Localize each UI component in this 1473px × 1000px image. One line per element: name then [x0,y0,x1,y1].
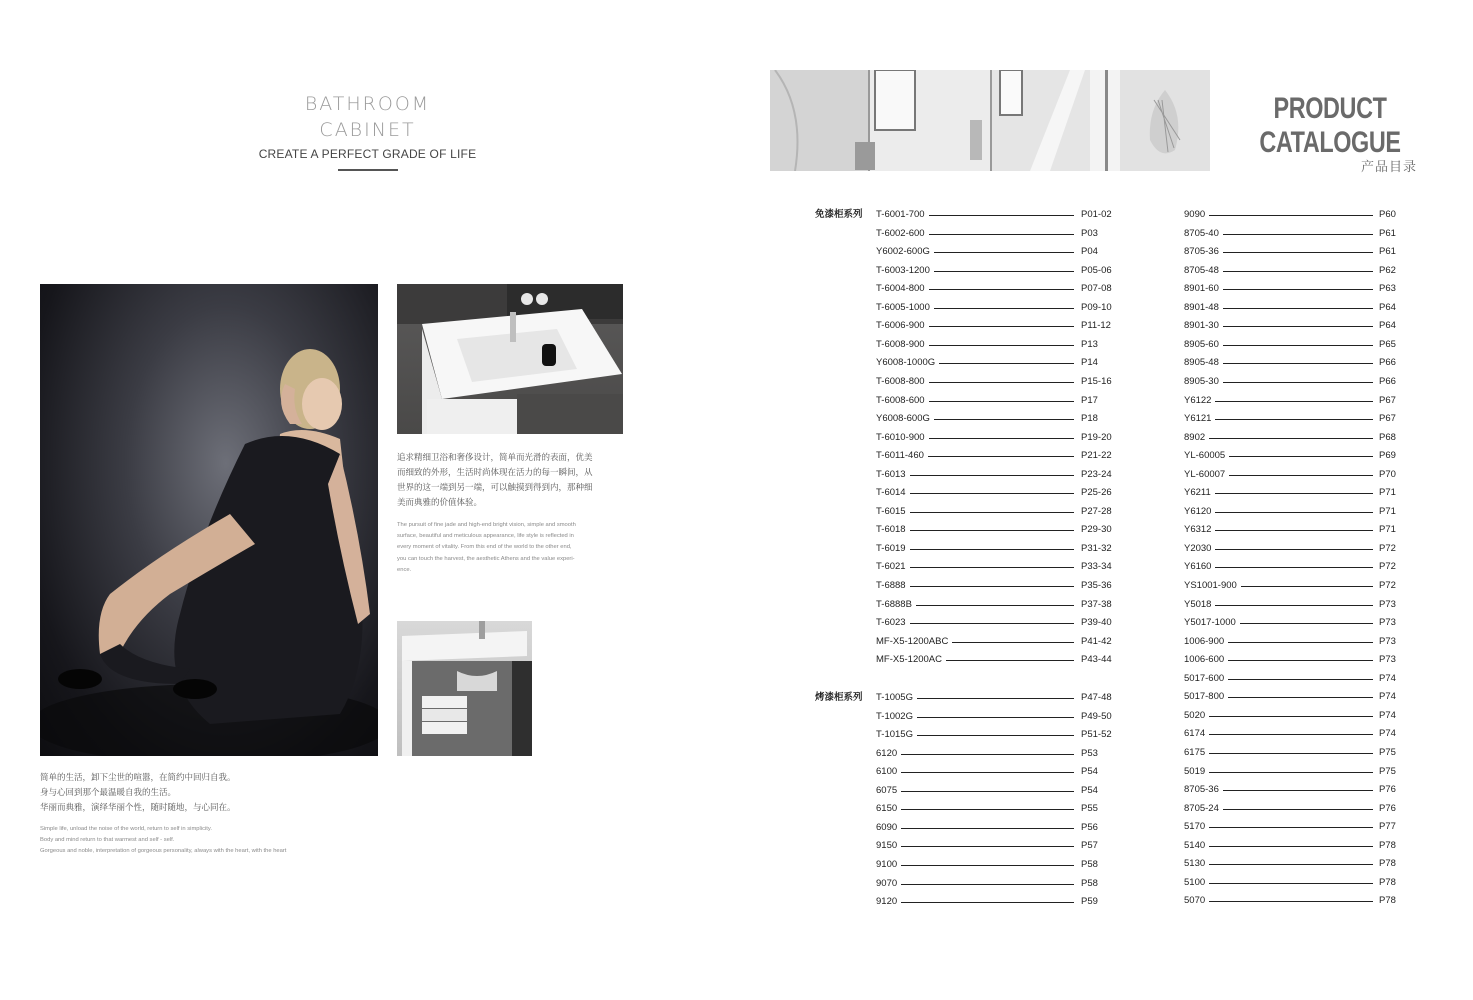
catalogue-row [1184,245,1419,259]
catalogue-row [1184,412,1419,426]
product-code: 5020 [1184,709,1209,723]
page-number: P57 [1081,840,1098,852]
product-code: YL-60005 [1184,449,1229,463]
catalogue-row [876,839,1121,853]
product-code: T-6008-600 [876,394,929,408]
product-code: 8705-48 [1184,264,1223,278]
caption-cn-line: 身与心回到那个最温暖自我的生活。 [40,788,177,798]
page-number: P13 [1081,338,1098,350]
sink-photo-top [397,284,623,434]
page-number: P43-44 [1081,654,1112,666]
page-number: P31-32 [1081,542,1112,554]
page-number: P71 [1379,524,1396,536]
page-number: P73 [1379,598,1396,610]
product-code: 6090 [876,821,901,835]
leader-line [1184,753,1373,754]
page-number: P59 [1081,896,1098,908]
catalogue-row [876,245,1121,259]
product-code: Y6008-600G [876,412,934,426]
catalogue-row [1184,375,1419,389]
intro-cn-line: 追求精细卫浴和奢侈设计，简单而光滑的表面，优美 [397,453,593,463]
catalogue-row [876,375,1121,389]
catalogue-row [876,579,1121,593]
product-code: Y6120 [1184,505,1215,519]
page-number: P75 [1379,765,1396,777]
page-number: P23-24 [1081,468,1112,480]
catalogue-row [876,505,1121,519]
catalogue-row [876,431,1121,445]
page-number: P35-36 [1081,580,1112,591]
product-code: 6100 [876,765,901,779]
sink-photo-bottom [397,621,532,756]
product-code: 8902 [1184,431,1209,445]
page-number: P69 [1379,450,1396,462]
page-number: P03 [1081,227,1098,239]
product-code: 9090 [1184,208,1209,222]
page-number: P78 [1379,895,1396,907]
catalogue-row [1184,338,1419,352]
page-number: P54 [1081,766,1098,778]
page-number: P74 [1379,728,1396,740]
catalogue-row [1184,542,1419,556]
product-code: 8705-24 [1184,802,1223,816]
intro-text-cn [397,451,625,511]
product-code: 8901-48 [1184,301,1223,315]
caption-text-cn [40,771,380,816]
catalogue-row [1184,709,1419,723]
catalogue-row [1184,356,1419,370]
catalogue-row [876,449,1121,463]
catalogue-row [876,523,1121,537]
page-number: P74 [1379,672,1396,684]
catalogue-row [876,784,1121,798]
catalogue-row [1184,505,1419,519]
catalogue-row [1184,449,1419,463]
catalogue-row [1184,820,1419,834]
product-code: 9100 [876,858,901,872]
product-code: 6175 [1184,746,1209,760]
catalogue-row [876,264,1121,278]
catalogue-row [1184,282,1419,296]
product-code: 5019 [1184,765,1209,779]
product-code: T-6008-900 [876,338,929,352]
product-code: 5070 [1184,894,1209,908]
intro-en-line: surface, beautiful and meticulous appearance, life style is reflected in [397,533,574,540]
product-code: T-6018 [876,523,910,537]
page-number: P60 [1379,209,1396,220]
product-code: 5130 [1184,857,1209,871]
catalogue-row [1184,560,1419,574]
caption-en-line: Gorgeous and noble, interpretation of gorgeous personality, always with the heart, with the heart [40,848,287,855]
page-number: P78 [1379,876,1396,888]
catalogue-row [1184,616,1419,630]
product-code: Y6008-1000G [876,356,939,370]
product-code: T-6015 [876,505,910,519]
product-code: 8901-30 [1184,319,1223,333]
catalogue-row [876,356,1121,370]
page-number: P37-38 [1081,598,1112,610]
page-number: P18 [1081,413,1098,425]
catalogue-row [1184,839,1419,853]
page-number: P75 [1379,746,1396,758]
product-code: 8901-60 [1184,282,1223,296]
page-number: P73 [1379,654,1396,666]
product-code: Y5017-1000 [1184,616,1240,630]
series-label-1: 免漆柜系列 [815,209,863,220]
leader-line [1184,827,1373,828]
catalogue-row [1184,802,1419,816]
page-number: P49-50 [1081,710,1112,722]
page-number: P55 [1081,803,1098,815]
product-code: Y6121 [1184,412,1215,426]
catalogue-row [876,691,1121,705]
page-number: P05-06 [1081,264,1112,276]
page-number: P09-10 [1081,301,1112,313]
product-code: T-6001-700 [876,208,929,222]
page-number: P68 [1379,431,1396,443]
product-code: T-6005-1000 [876,301,934,315]
page-number: P53 [1081,747,1098,759]
product-code: Y6002-600G [876,245,934,259]
page-number: P76 [1379,802,1396,814]
product-code: T-1005G [876,691,917,705]
product-code: T-6021 [876,560,910,574]
page-number: P15-16 [1081,375,1112,387]
product-code: T-6014 [876,486,910,500]
product-code: Y6211 [1184,486,1215,500]
catalogue-row [1184,765,1419,779]
page-number: P70 [1379,468,1396,480]
catalogue-row [1184,579,1419,593]
page-number: P62 [1379,264,1396,276]
catalogue-row [1184,598,1419,612]
page-number: P56 [1081,821,1098,833]
catalogue-row [1184,208,1419,222]
product-code: 8905-60 [1184,338,1223,352]
catalogue-row [876,598,1121,612]
catalogue-row [1184,227,1419,241]
model-photo [40,284,378,756]
product-code: T-6002-600 [876,227,929,241]
catalogue-row [876,728,1121,742]
product-code: T-1015G [876,728,917,742]
product-code: 8705-36 [1184,245,1223,259]
catalogue-row [876,653,1121,667]
product-code: 6120 [876,747,901,761]
intro-text-en [397,520,625,576]
leader-line [876,828,1074,829]
catalogue-row [876,412,1121,426]
catalogue-row [1184,672,1419,686]
product-code: T-6010-900 [876,431,929,445]
page-number: P73 [1379,635,1396,647]
catalogue-row [1184,431,1419,445]
page-number: P74 [1379,691,1396,703]
page-number: P39-40 [1081,617,1112,629]
catalogue-row [876,747,1121,761]
caption-en-line: Simple life, unload the noise of the world, return to self in simplicity. [40,826,212,832]
leader-line [876,902,1074,903]
catalogue-row [876,821,1121,835]
page-number: P58 [1081,877,1098,889]
catalogue-row [876,486,1121,500]
leader-line [876,865,1074,866]
page-number: P61 [1379,246,1396,258]
product-code: 6174 [1184,727,1209,741]
leader-line [1184,716,1373,717]
page-number: P67 [1379,394,1396,406]
product-code: 8905-30 [1184,375,1223,389]
catalogue-row [876,208,1121,222]
product-code: MF-X5-1200ABC [876,635,952,649]
brand-title-line1: BATHROOM [304,93,431,115]
leader-line [1184,734,1373,735]
product-code: YS1001-900 [1184,579,1241,593]
product-code: T-1002G [876,710,917,724]
page-number: P66 [1379,357,1396,369]
page-number: P19-20 [1081,431,1112,443]
leader-line [1184,864,1373,865]
brand-divider [338,169,398,171]
product-code: T-6004-800 [876,282,929,296]
product-code: Y5018 [1184,598,1215,612]
catalogue-row [1184,783,1419,797]
page-number: P67 [1379,413,1396,425]
page-number: P72 [1379,561,1396,573]
leader-line [1184,215,1373,216]
catalogue-row [876,560,1121,574]
page-number: P78 [1379,839,1396,851]
header-banner-photo [770,70,1210,171]
page-number: P71 [1379,487,1396,499]
catalogue-title-cn: 产品目录 [1360,160,1417,175]
product-code: 1006-600 [1184,653,1228,667]
product-code: 5017-800 [1184,690,1228,704]
caption-cn-line: 简单的生活，卸下尘世的喧嚣，在简约中回归自我。 [40,773,236,783]
leader-line [1184,883,1373,884]
leader-line [1184,772,1373,773]
product-code: T-6003-1200 [876,264,934,278]
page-number: P71 [1379,505,1396,517]
page-number: P78 [1379,858,1396,870]
page-number: P76 [1379,784,1396,796]
catalogue-row [876,877,1121,891]
leader-line [1184,438,1373,439]
product-code: T-6011-460 [876,449,928,463]
leader-line [1184,901,1373,902]
page-number: P58 [1081,858,1098,870]
brand-title-line2: CABINET [319,119,416,141]
product-code: MF-X5-1200AC [876,653,946,667]
intro-en-line: The pursuit of fine jade and high-end bright vision, simple and smooth [397,522,576,528]
product-code: 8905-48 [1184,356,1223,370]
leader-line [1184,846,1373,847]
catalogue-row [1184,746,1419,760]
product-code: 9120 [876,895,901,909]
product-code: 5140 [1184,839,1209,853]
catalogue-row [1184,653,1419,667]
catalogue-row [876,301,1121,315]
page-number: P33-34 [1081,561,1112,573]
page-number: P07-08 [1081,283,1112,295]
catalogue-row [1184,301,1419,315]
catalogue-row [1184,857,1419,871]
product-code: T-6023 [876,616,910,630]
catalogue-row [876,394,1121,408]
leader-line [876,791,1074,792]
catalogue-row [1184,319,1419,333]
brand-tagline: CREATE A PERFECT GRADE OF LIFE [258,147,477,161]
leader-line [876,846,1074,847]
page-number: P72 [1379,580,1396,591]
page-number: P73 [1379,617,1396,629]
page-number: P65 [1379,338,1396,350]
catalogue-row [876,227,1121,241]
page-number: P66 [1379,375,1396,387]
intro-cn-line: 世界的这一端到另一端，可以触摸到得到内，那种细 [397,483,593,493]
catalogue-row [876,282,1121,296]
caption-cn-line: 华丽而典雅，演绎华丽个性，随时随地，与心同在。 [40,803,236,813]
catalogue-row [876,542,1121,556]
product-code: 6075 [876,784,901,798]
series-label-2: 烤漆柜系列 [815,692,863,703]
catalogue-row [876,319,1121,333]
intro-en-line: ence. [397,566,412,573]
catalogue-row [1184,523,1419,537]
product-code: 8705-36 [1184,783,1223,797]
catalogue-row [1184,727,1419,741]
product-code: T-6013 [876,468,910,482]
catalogue-row [1184,486,1419,500]
product-code: 5017-600 [1184,672,1228,686]
catalogue-row [876,635,1121,649]
product-code: 1006-900 [1184,635,1228,649]
page-number: P29-30 [1081,524,1112,536]
catalogue-row [876,802,1121,816]
product-code: T-6019 [876,542,910,556]
page-number: P25-26 [1081,487,1112,499]
leader-line [876,754,1074,755]
page-number: P27-28 [1081,505,1112,517]
page-number: P54 [1081,784,1098,796]
page-number: P51-52 [1081,729,1112,741]
product-code: Y6160 [1184,560,1215,574]
product-code: T-6888 [876,579,910,593]
intro-cn-line: 而细致的外形，生活时尚体现在活力的每一瞬间，从 [397,468,593,478]
page-number: P04 [1081,246,1098,258]
page-number: P41-42 [1081,635,1112,647]
product-code: Y2030 [1184,542,1215,556]
intro-en-line: every moment of vitality. From this end of the world to the other end, [397,544,572,551]
page-number: P64 [1379,301,1396,313]
intro-cn-line: 美而典雅的价值体验。 [397,498,483,508]
caption-text-en [40,824,380,858]
page-number: P61 [1379,227,1396,239]
page-number: P14 [1081,357,1098,369]
intro-en-line: you can touch the harvest, the aesthetic Athens and the value experi- [397,555,575,562]
leader-line [876,884,1074,885]
catalogue-row [876,338,1121,352]
catalogue-row [1184,690,1419,704]
catalogue-row [876,710,1121,724]
page-number: P63 [1379,283,1396,295]
product-code: 6150 [876,802,901,816]
catalogue-row [1184,468,1419,482]
product-code: T-6888B [876,598,916,612]
page-number: P64 [1379,320,1396,332]
page-number: P74 [1379,709,1396,721]
product-code: T-6008-800 [876,375,929,389]
caption-en-line: Body and mind return to that warmest and self - self. [40,837,175,844]
product-code: 9070 [876,877,901,891]
catalogue-row [1184,264,1419,278]
catalogue-row [1184,394,1419,408]
product-code: 5170 [1184,820,1209,834]
catalogue-row [876,616,1121,630]
product-code: 8705-40 [1184,227,1223,241]
product-code: Y6312 [1184,523,1215,537]
catalogue-row [876,468,1121,482]
page-number: P72 [1379,542,1396,554]
catalogue-row [876,765,1121,779]
product-code: 9150 [876,839,901,853]
page-number: P21-22 [1081,450,1112,462]
page-number: P77 [1379,821,1396,833]
catalogue-row [1184,876,1419,890]
page-number: P01-02 [1081,209,1112,220]
catalogue-row [876,895,1121,909]
catalogue-title: PRODUCT CATALOGUE [1259,92,1401,159]
catalogue-row [876,858,1121,872]
page-number: P17 [1081,394,1098,406]
page-number: P47-48 [1081,692,1112,703]
catalogue-row [1184,635,1419,649]
page-number: P11-12 [1081,320,1111,332]
catalogue-row [1184,894,1419,908]
leader-line [876,772,1074,773]
product-code: T-6006-900 [876,319,929,333]
product-code: YL-60007 [1184,468,1229,482]
product-code: 5100 [1184,876,1209,890]
leader-line [876,809,1074,810]
product-code: Y6122 [1184,394,1215,408]
